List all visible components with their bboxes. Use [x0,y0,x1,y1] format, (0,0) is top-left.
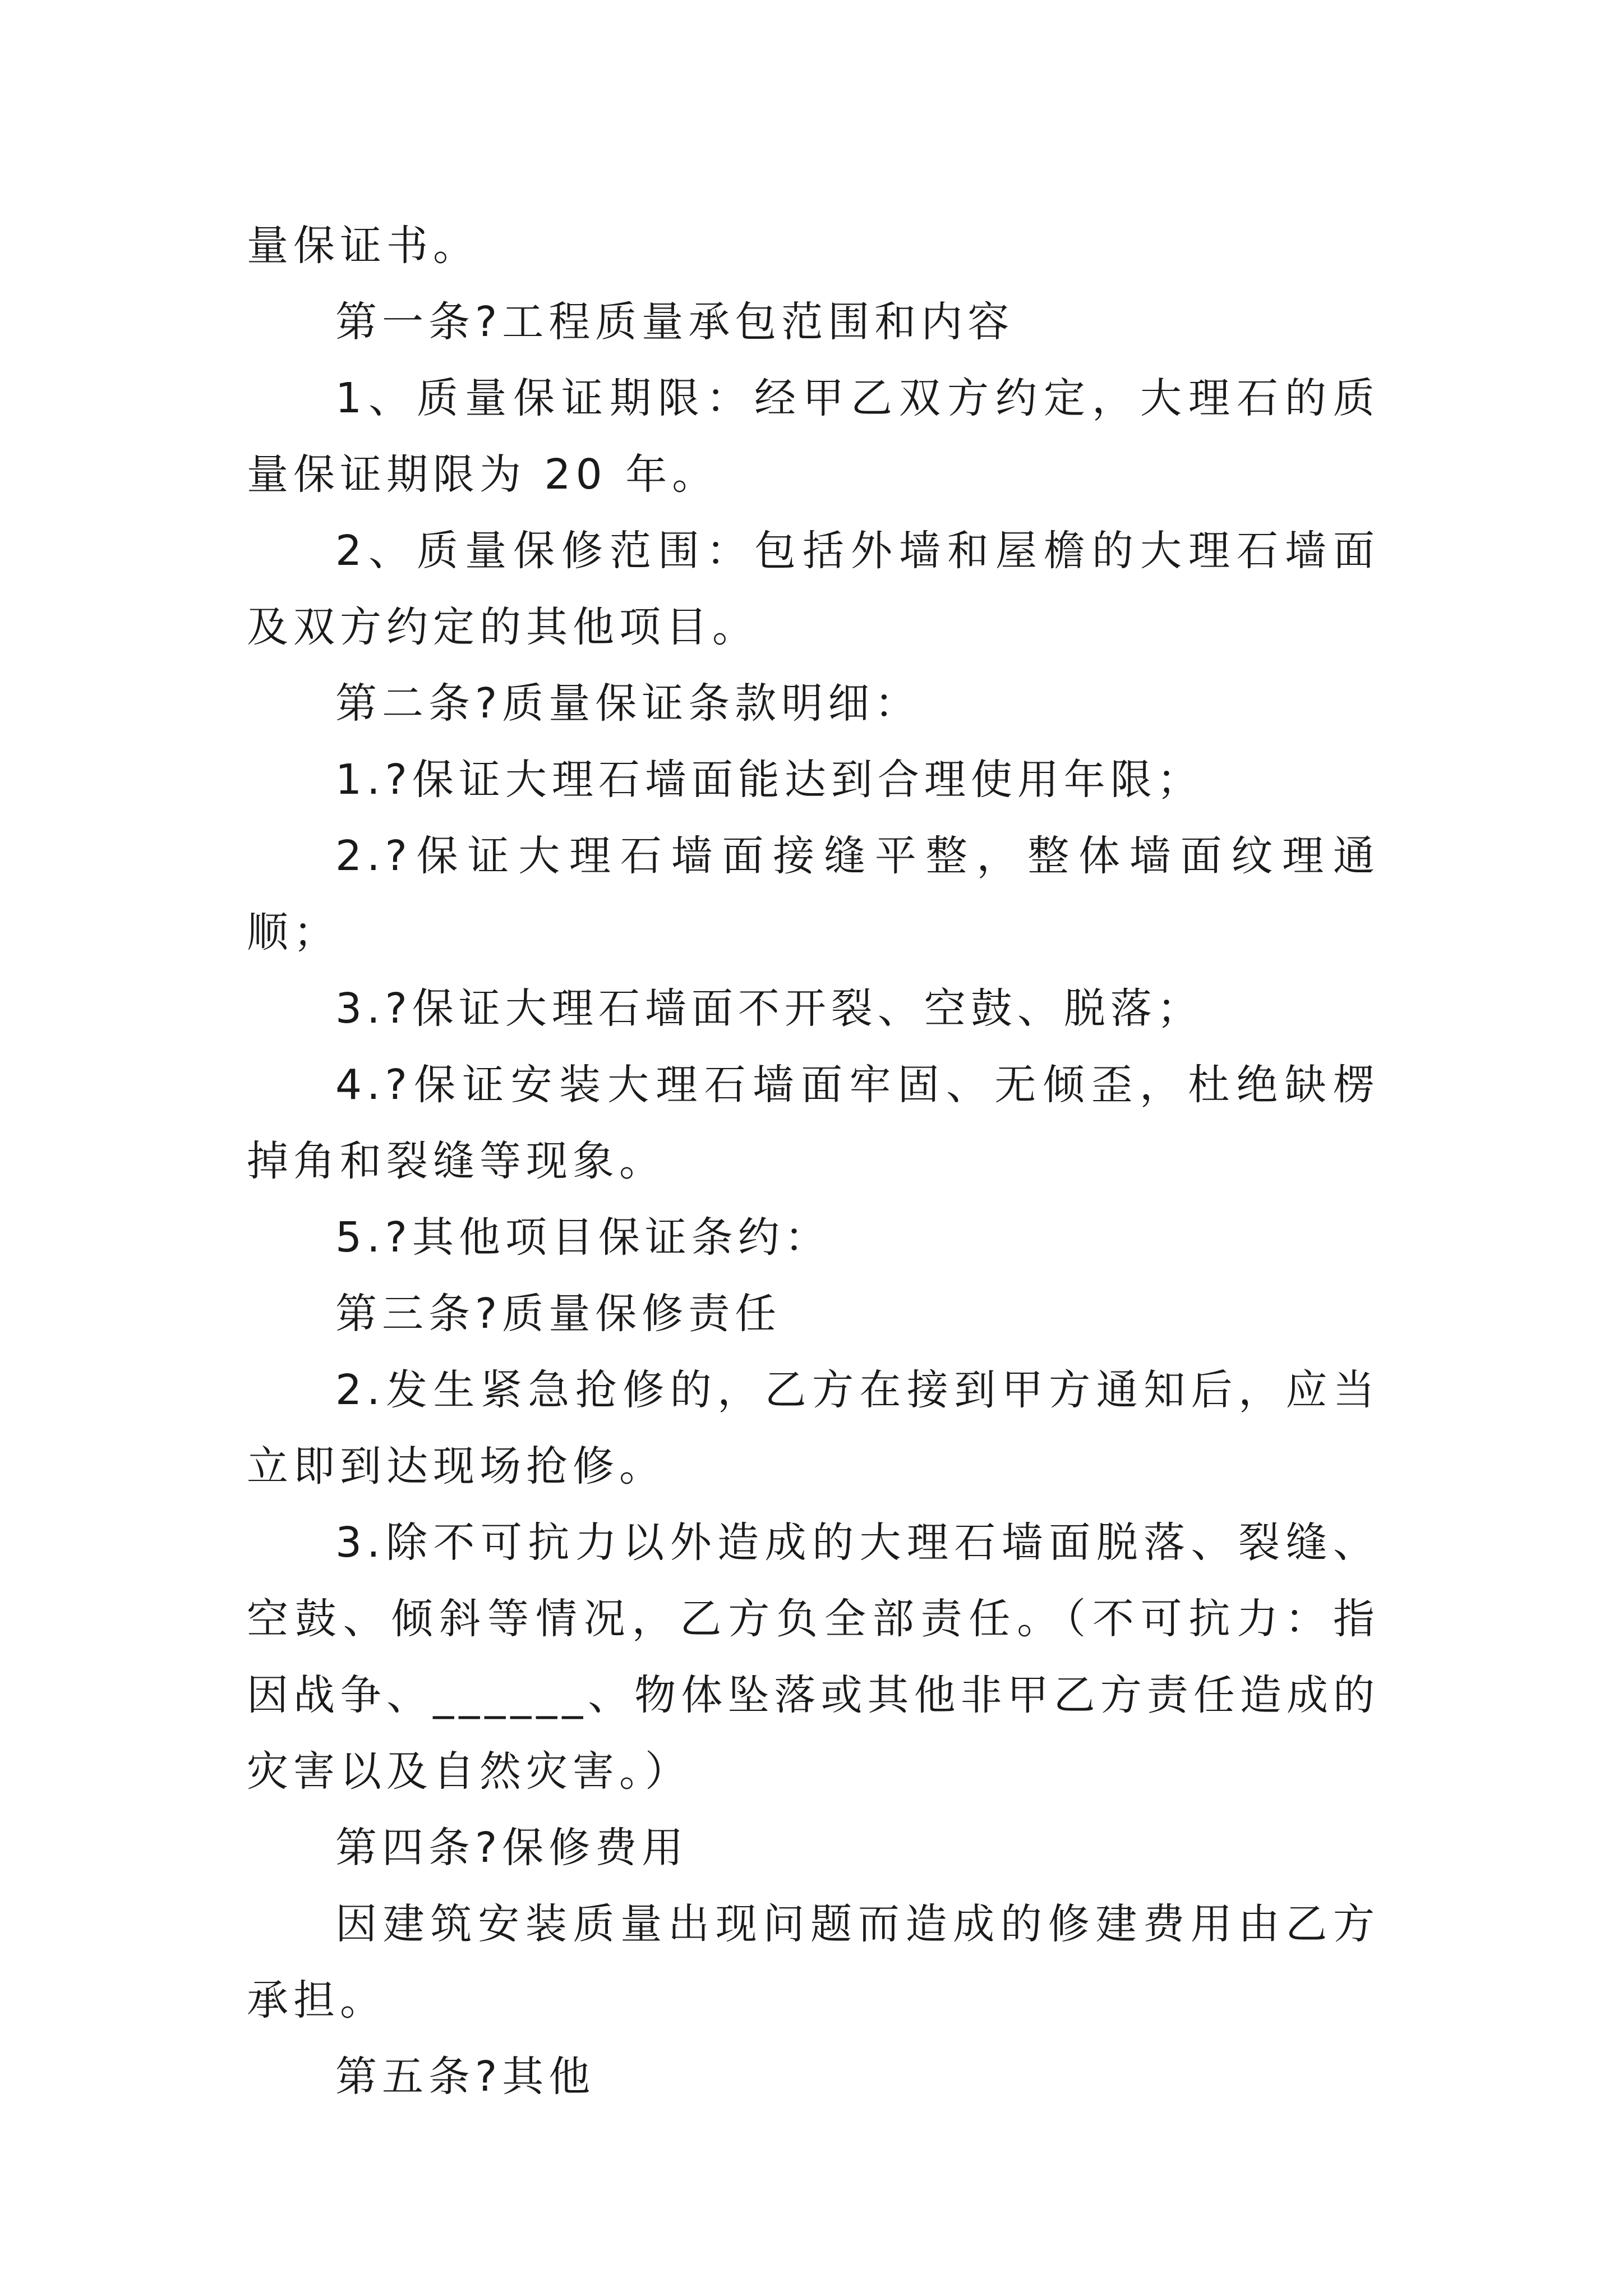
article-1-item-2: 2、质量保修范围：包括外墙和屋檐的大理石墙面及双方约定的其他项目。 [247,527,1380,651]
article-2-heading: 第二条?质量保证条款明细： [335,679,921,728]
article-2-item-1: 1.?保证大理石墙面能达到合理使用年限； [335,756,1204,804]
article-5-heading: 第五条?其他 [335,2053,596,2101]
article-2-item-3: 3.?保证大理石墙面不开裂、空鼓、脱落； [335,984,1204,1033]
article-1-item-1: 1、质量保证期限：经甲乙双方约定，大理石的质量保证期限为 20 年。 [247,374,1380,499]
article-2-item-2: 2.?保证大理石墙面接缝平整，整体墙面纹理通顺； [247,832,1380,956]
article-3-heading: 第三条?质量保修责任 [335,1290,782,1338]
article-2-item-4: 4.?保证安装大理石墙面牢固、无倾歪，杜绝缺楞掉角和裂缝等现象。 [247,1061,1380,1185]
article-2-item-5: 5.?其他项目保证条约： [335,1213,831,1262]
document-body [247,208,1380,2115]
article-3-item-3: 3.除不可抗力以外造成的大理石墙面脱落、裂缝、空鼓、倾斜等情况，乙方负全部责任。（不可抗力：指因战争、______、物体坠落或其他非甲乙方责任造成的灾害以及自然灾害。） [247,1519,1380,1796]
article-3-item-2: 2.发生紧急抢修的，乙方在接到甲方通知后，应当立即到达现场抢修。 [247,1366,1380,1490]
article-4-text: 因建筑安装质量出现问题而造成的修建费用由乙方承担。 [247,1900,1380,2024]
article-4-heading: 第四条?保修费用 [335,1824,689,1872]
paragraph-continuation: 量保证书。 [247,222,479,270]
article-1-heading: 第一条?工程质量承包范围和内容 [335,298,1015,346]
